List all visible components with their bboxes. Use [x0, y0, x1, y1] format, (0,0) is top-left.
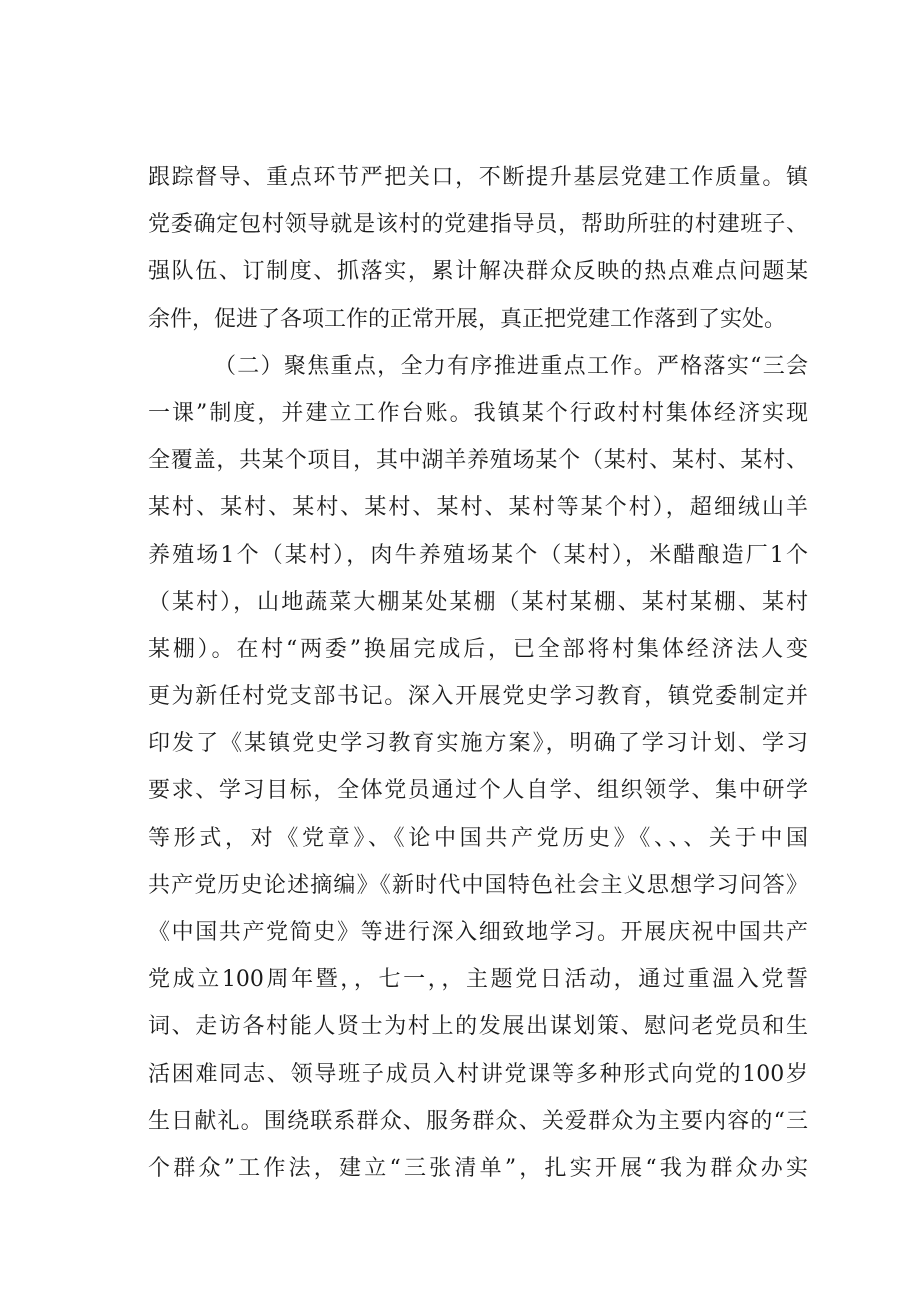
text-line: 活困难同志、领导班子成员入村讲党课等多种形式向党的100岁: [148, 1061, 808, 1087]
text-line: 跟踪督导、重点环节严把关口，不断提升基层党建工作质量。镇: [148, 165, 808, 190]
text-line: 生日献礼。围绕联系群众、服务群众、关爱群众为主要内容的“三: [148, 1108, 808, 1134]
text-line: 词、走访各村能人贤士为村上的发展出谋划策、慰问老党员和生: [148, 1014, 808, 1040]
text-line: （某村），山地蔬菜大棚某处某棚（某村某棚、某村某棚、某村: [148, 589, 808, 615]
text-line: 全覆盖，共某个项目，其中湖羊养殖场某个（某村、某村、某村、: [148, 448, 808, 474]
text-line: 要求、学习目标，全体党员通过个人自学、组织领学、集中研学: [148, 778, 808, 804]
text-line: 党委确定包村领导就是该村的党建指导员，帮助所驻的村建班子、: [148, 212, 808, 238]
text-line: 个群众”工作法，建立“三张清单”，扎实开展“我为群众办实: [148, 1155, 808, 1181]
text-line: 党成立100周年暨，，七一，，主题党日活动，通过重温入党誓: [148, 967, 808, 993]
section-heading-line: （二）聚焦重点，全力有序推进重点工作。严格落实“三会: [214, 353, 808, 379]
body-text: [148, 154, 808, 1192]
text-line: 一课”制度，并建立工作台账。我镇某个行政村村集体经济实现: [148, 400, 808, 426]
text-line: 印发了《某镇党史学习教育实施方案》，明确了学习计划、学习: [148, 731, 808, 757]
text-line: 某村、某村、某村、某村、某村、某村等某个村），超细绒山羊: [148, 495, 808, 521]
text-line: 强队伍、订制度、抓落实，累计解决群众反映的热点难点问题某: [148, 259, 808, 285]
text-line: 余件，促进了各项工作的正常开展，真正把党建工作落到了实处。: [148, 306, 787, 332]
text-line: 共产党历史论述摘编》《新时代中国特色社会主义思想学习问答》: [148, 872, 808, 898]
text-line: 某棚）。在村“两委”换届完成后，已全部将村集体经济法人变: [148, 636, 808, 662]
text-line: 等形式，对《党章》、《论中国共产党历史》《、、、关于中国: [148, 825, 808, 851]
text-line: 更为新任村党支部书记。深入开展党史学习教育，镇党委制定并: [148, 684, 808, 710]
text-line: 养殖场1个（某村），肉牛养殖场某个（某村），米醋酿造厂1个: [148, 542, 808, 568]
text-line: 《中国共产党简史》等进行深入细致地学习。开展庆祝中国共产: [148, 920, 808, 945]
